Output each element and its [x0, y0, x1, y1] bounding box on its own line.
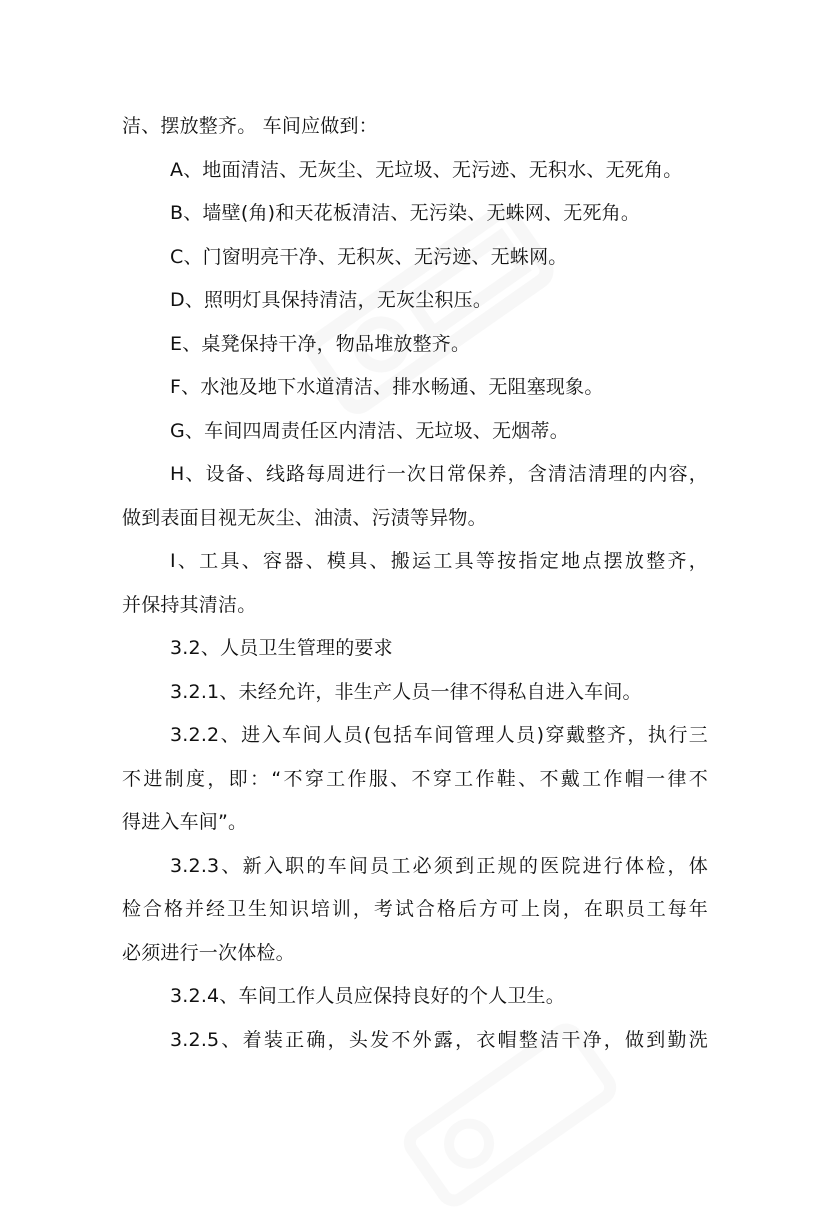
text-line: 3.2.3、新入职的车间员工必须到正规的医院进行体检，体: [170, 854, 708, 877]
text-line: F、水池及地下水道清洁、排水畅通、无阻塞现象。: [170, 376, 604, 398]
text-line: 检合格并经卫生知识培训，考试合格后方可上岗，在职员工每年: [122, 898, 708, 920]
text-line: 不进制度，即：“不穿工作服、不穿工作鞋、不戴工作帽一律不: [122, 767, 708, 790]
document-body: [122, 105, 708, 1062]
text-line: 3.2.4、车间工作人员应保持良好的个人卫生。: [170, 985, 565, 1007]
text-line: I、工具、容器、模具、搬运工具等按指定地点摆放整齐，: [170, 550, 708, 572]
text-line: C、门窗明亮干净、无积灰、无污迹、无蛛网。: [170, 245, 568, 268]
text-line: 洁、摆放整齐。 车间应做到：: [122, 115, 378, 137]
section-heading: 3.2、人员卫生管理的要求: [170, 637, 393, 659]
text-line: D、照明灯具保持清洁，无灰尘积压。: [170, 289, 493, 311]
text-line: 3.2.2、进入车间人员(包括车间管理人员)穿戴整齐，执行三: [170, 724, 708, 746]
text-line: B、墙壁(角)和天花板清洁、无污染、无蛛网、无死角。: [170, 202, 641, 224]
text-line: 3.2.5、着装正确，头发不外露，衣帽整洁干净，做到勤洗: [170, 1028, 708, 1051]
text-line: 做到表面目视无灰尘、油渍、污渍等异物。: [122, 506, 487, 529]
text-line: 3.2.1、未经允许，非生产人员一律不得私自进入车间。: [170, 680, 642, 703]
text-line: 得进入车间”。: [122, 811, 248, 833]
text-line: G、车间四周责任区内清洁、无垃圾、无烟蒂。: [170, 419, 569, 442]
text-line: A、地面清洁、无灰尘、无垃圾、无污迹、无积水、无死角。: [170, 158, 683, 181]
text-line: 并保持其清洁。: [122, 593, 257, 616]
text-line: E、桌凳保持干净，物品堆放整齐。: [170, 332, 471, 355]
text-line: 必须进行一次体检。: [122, 941, 295, 964]
text-line: H、设备、线路每周进行一次日常保养，含清洁清理的内容，: [170, 463, 708, 485]
